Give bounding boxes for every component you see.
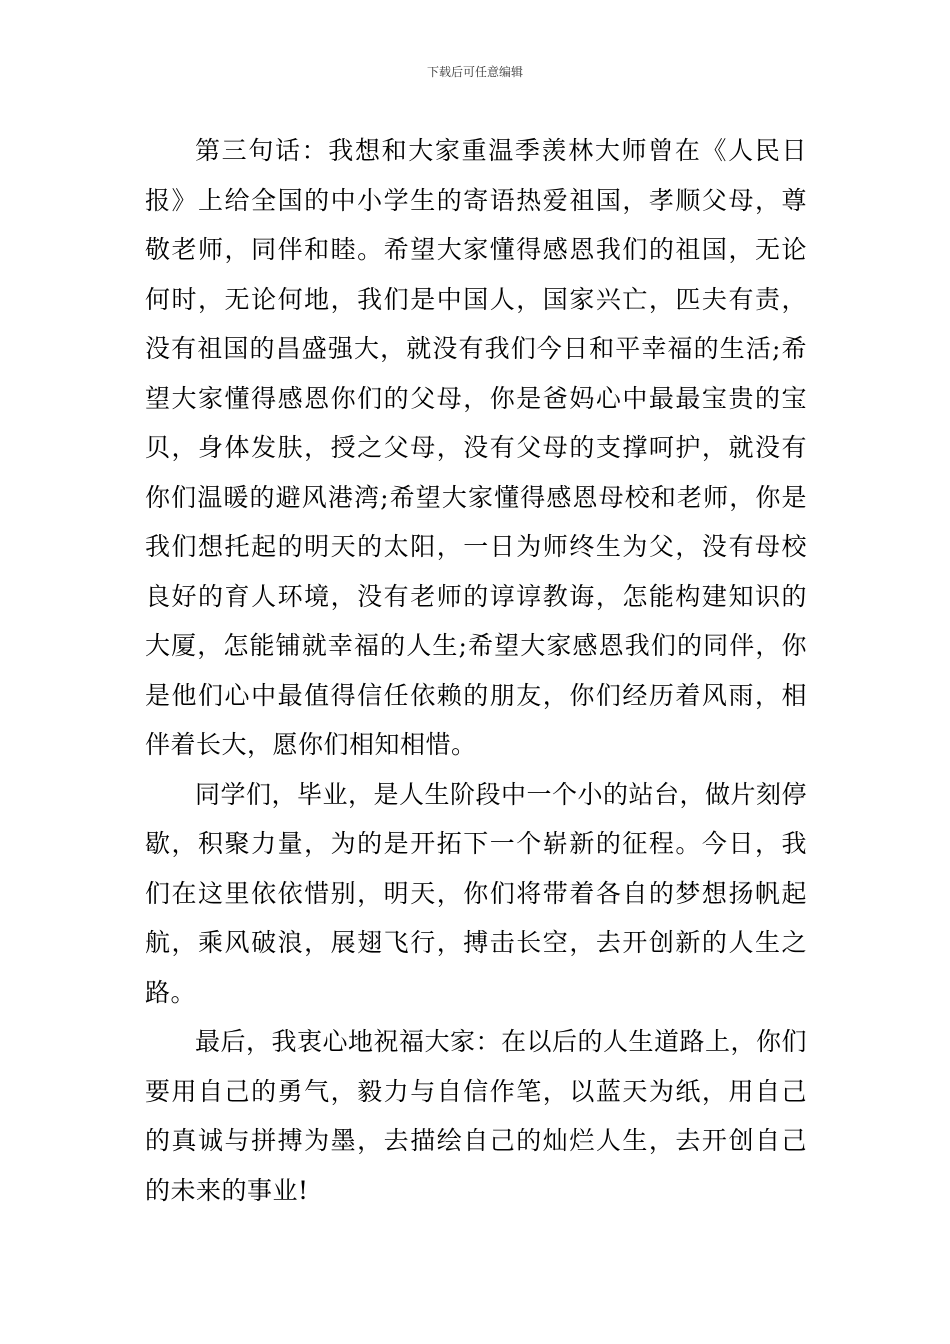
paragraph-graduation: 同学们，毕业，是人生阶段中一个小的站台，做片刻停歇，积聚力量，为的是开拓下一个崭新的征程。今日，我们在这里依依惜别，明天，你们将带着各自的梦想扬帆起航，乘风破浪，展翅飞行，搏击长空，去开创新的人生之路。	[145, 779, 808, 1007]
document-body	[145, 126, 807, 1215]
page-header: 下载后可任意编辑	[426, 65, 523, 79]
paragraph-third-sentence: 第三句话：我想和大家重温季羡林大师曾在《人民日报》上给全国的中小学生的寄语热爱祖国，孝顺父母，尊敬老师，同伴和睦。希望大家懂得感恩我们的祖国，无论何时，无论何地，我们是中国人，国家兴亡，匹夫有责，没有祖国的昌盛强大，就没有我们今日和平幸福的生活;希望大家懂得感恩你们的父母，你是爸妈心中最最宝贵的宝贝，身体发肤，授之父母，没有父母的支撑呵护，就没有你们温暖的避风港湾;希望大家懂得感恩母校和老师，你是我们想托起的明天的太阳，一日为师终生为父，没有母校良好的育人环境，没有老师的谆谆教诲，怎能构建知识的大厦，怎能铺就幸福的人生;希望大家感恩我们的同伴，你是他们心中最值得信任依赖的朋友，你们经历着风雨，相伴着长大，愿你们相知相惜。	[145, 136, 807, 759]
paragraph-closing-wishes: 最后，我衷心地祝福大家：在以后的人生道路上，你们要用自己的勇气，毅力与自信作笔，以蓝天为纸，用自己的真诚与拼搏为墨，去描绘自己的灿烂人生，去开创自己的未来的事业!	[145, 1027, 808, 1205]
